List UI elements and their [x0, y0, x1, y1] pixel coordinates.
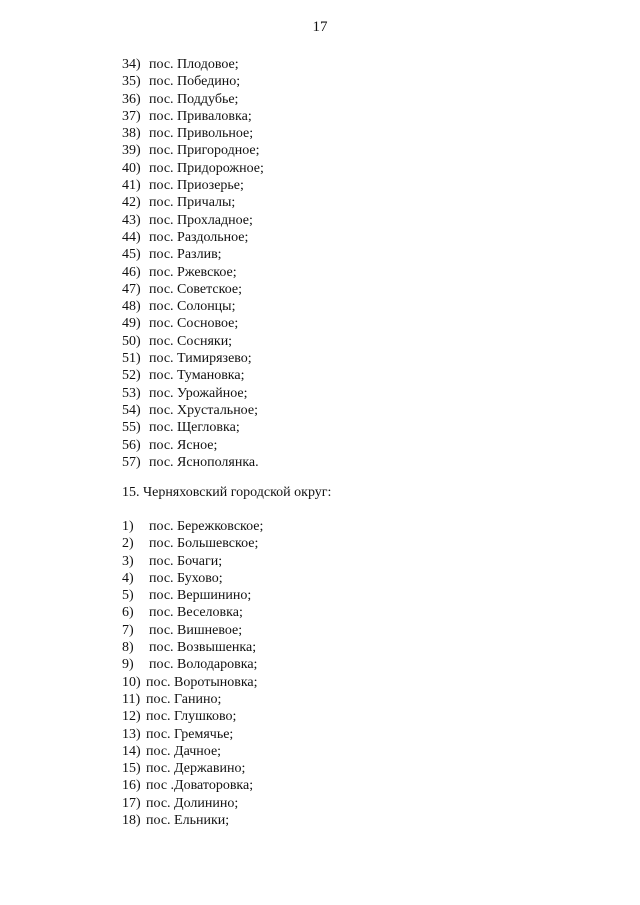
- list-item-number: 16): [122, 778, 141, 794]
- list-item-text: пос. Тимирязево;: [149, 351, 252, 367]
- list-item-number: 13): [122, 726, 141, 742]
- list-item-text: пос. Урожайное;: [149, 385, 248, 401]
- list-item-text: пос. Ржевское;: [149, 264, 237, 280]
- list-item: [122, 125, 264, 142]
- list-item-number: 5): [122, 588, 134, 604]
- list-item-text: пос. Володаровка;: [149, 657, 258, 673]
- list-item-number: 12): [122, 709, 141, 725]
- list-item-number: 51): [122, 351, 141, 367]
- list-item-text: пос. Дачное;: [146, 743, 222, 759]
- list-item-text: пос. Бочаги;: [149, 553, 223, 569]
- list-item: [122, 367, 264, 384]
- list-item: [122, 656, 263, 673]
- list-item-number: 42): [122, 195, 141, 211]
- list-item-number: 55): [122, 420, 141, 436]
- list-item-number: 11): [122, 691, 141, 707]
- list-item: [122, 246, 264, 263]
- list-item-text: пос. Ганино;: [146, 691, 222, 707]
- list-item-number: 57): [122, 454, 141, 470]
- list-item: [122, 212, 264, 229]
- list-item-text: пос. Раздольное;: [149, 229, 249, 245]
- list-item-text: пос. Приозерье;: [149, 178, 244, 194]
- list-item: [122, 553, 263, 570]
- list-item-text: пос. Веселовка;: [149, 605, 243, 621]
- list-item-text: пос. Яснополянка.: [149, 454, 259, 470]
- list-item-text: пос. Плодовое;: [149, 57, 239, 72]
- list-item: [122, 726, 263, 743]
- list-item-text: пос. Воротыновка;: [146, 674, 258, 690]
- list-item-number: 6): [122, 605, 134, 621]
- list-item-number: 39): [122, 143, 141, 159]
- list-item-number: 52): [122, 368, 141, 384]
- list-item-text: пос. Вишневое;: [149, 622, 243, 638]
- list-item-text: пос. Ельники;: [146, 813, 230, 829]
- list-item: [122, 518, 263, 535]
- list-item: [122, 777, 263, 794]
- list-item-number: 34): [122, 57, 141, 72]
- list-item: [122, 177, 264, 194]
- list-item-number: 40): [122, 160, 141, 176]
- list-item-number: 8): [122, 640, 134, 656]
- list-item-number: 35): [122, 74, 141, 90]
- list-item-text: пос. Бухово;: [149, 570, 223, 586]
- list-item-number: 1): [122, 519, 134, 534]
- list-item-text: пос. Ясное;: [149, 437, 218, 453]
- list-item: [122, 812, 263, 829]
- list-item-number: 56): [122, 437, 141, 453]
- list-item-text: пос. Победино;: [149, 74, 241, 90]
- list-item: [122, 73, 264, 90]
- list-item: [122, 604, 263, 621]
- list-item: [122, 760, 263, 777]
- list-item-text: пос. Советское;: [149, 281, 243, 297]
- list-item-text: пос. Тумановка;: [149, 368, 245, 384]
- list-item: [122, 402, 264, 419]
- list-item-number: 2): [122, 536, 134, 552]
- list-item-text: пос .Доваторовка;: [146, 778, 254, 794]
- list-item-number: 3): [122, 553, 134, 569]
- list-item-number: 4): [122, 570, 134, 586]
- list-item: [122, 298, 264, 315]
- list-item-number: 36): [122, 91, 141, 107]
- list-item-text: пос. Большевское;: [149, 536, 259, 552]
- list-item: [122, 454, 264, 471]
- list-item-text: пос. Пригородное;: [149, 143, 260, 159]
- list-item-text: пос. Приваловка;: [149, 108, 252, 124]
- list-item: [122, 639, 263, 656]
- list-item-text: пос. Щегловка;: [149, 420, 240, 436]
- list-item-text: пос. Глушково;: [146, 709, 237, 725]
- list-item: [122, 622, 263, 639]
- list-item: [122, 315, 264, 332]
- list-item-text: пос. Солонцы;: [149, 299, 236, 315]
- list-item: [122, 743, 263, 760]
- list-item-number: 46): [122, 264, 141, 280]
- settlement-list-continued: [122, 56, 264, 471]
- list-item: [122, 385, 264, 402]
- list-item-text: пос. Бережковское;: [149, 519, 264, 534]
- list-item-number: 45): [122, 247, 141, 263]
- list-item-text: пос. Гремячье;: [146, 726, 234, 742]
- list-item: [122, 281, 264, 298]
- list-item-number: 10): [122, 674, 141, 690]
- list-item-text: пос. Привольное;: [149, 126, 254, 142]
- list-item: [122, 194, 264, 211]
- list-item-number: 38): [122, 126, 141, 142]
- list-item: [122, 333, 264, 350]
- list-item-text: пос. Возвышенка;: [149, 640, 257, 656]
- list-item-text: пос. Сосняки;: [149, 333, 233, 349]
- list-item: [122, 264, 264, 281]
- section-heading: 15. Черняховский городской округ:: [122, 485, 332, 500]
- list-item-number: 47): [122, 281, 141, 297]
- list-item-number: 49): [122, 316, 141, 332]
- list-item-text: пос. Хрустальное;: [149, 402, 258, 418]
- list-item-text: пос. Причалы;: [149, 195, 236, 211]
- list-item-text: пос. Прохладное;: [149, 212, 253, 228]
- list-item: [122, 674, 263, 691]
- list-item-text: пос. Разлив;: [149, 247, 222, 263]
- list-item-number: 37): [122, 108, 141, 124]
- settlement-list-chernyakhovsky: [122, 518, 263, 829]
- list-item: [122, 587, 263, 604]
- list-item: [122, 708, 263, 725]
- list-item: [122, 108, 264, 125]
- list-item: [122, 795, 263, 812]
- list-item-number: 15): [122, 761, 141, 777]
- list-item-number: 7): [122, 622, 134, 638]
- list-item: [122, 142, 264, 159]
- list-item-text: пос. Поддубье;: [149, 91, 239, 107]
- list-item: [122, 160, 264, 177]
- list-item-number: 54): [122, 402, 141, 418]
- page-number: 17: [312, 19, 328, 35]
- list-item-number: 50): [122, 333, 141, 349]
- list-item-number: 44): [122, 229, 141, 245]
- list-item: [122, 691, 263, 708]
- list-item-number: 41): [122, 178, 141, 194]
- list-item-number: 17): [122, 795, 141, 811]
- list-item-number: 18): [122, 813, 141, 829]
- list-item: [122, 535, 263, 552]
- list-item-number: 48): [122, 299, 141, 315]
- list-item: [122, 229, 264, 246]
- list-item: [122, 570, 263, 587]
- list-item-number: 9): [122, 657, 134, 673]
- list-item: [122, 91, 264, 108]
- list-item-text: пос. Сосновое;: [149, 316, 239, 332]
- list-item-text: пос. Придорожное;: [149, 160, 264, 176]
- list-item-number: 43): [122, 212, 141, 228]
- list-item: [122, 437, 264, 454]
- list-item-text: пос. Вершинино;: [149, 588, 252, 604]
- list-item-text: пос. Долинино;: [146, 795, 239, 811]
- list-item-number: 53): [122, 385, 141, 401]
- list-item: [122, 56, 264, 73]
- list-item: [122, 419, 264, 436]
- list-item: [122, 350, 264, 367]
- list-item-number: 14): [122, 743, 141, 759]
- list-item-text: пос. Державино;: [146, 761, 246, 777]
